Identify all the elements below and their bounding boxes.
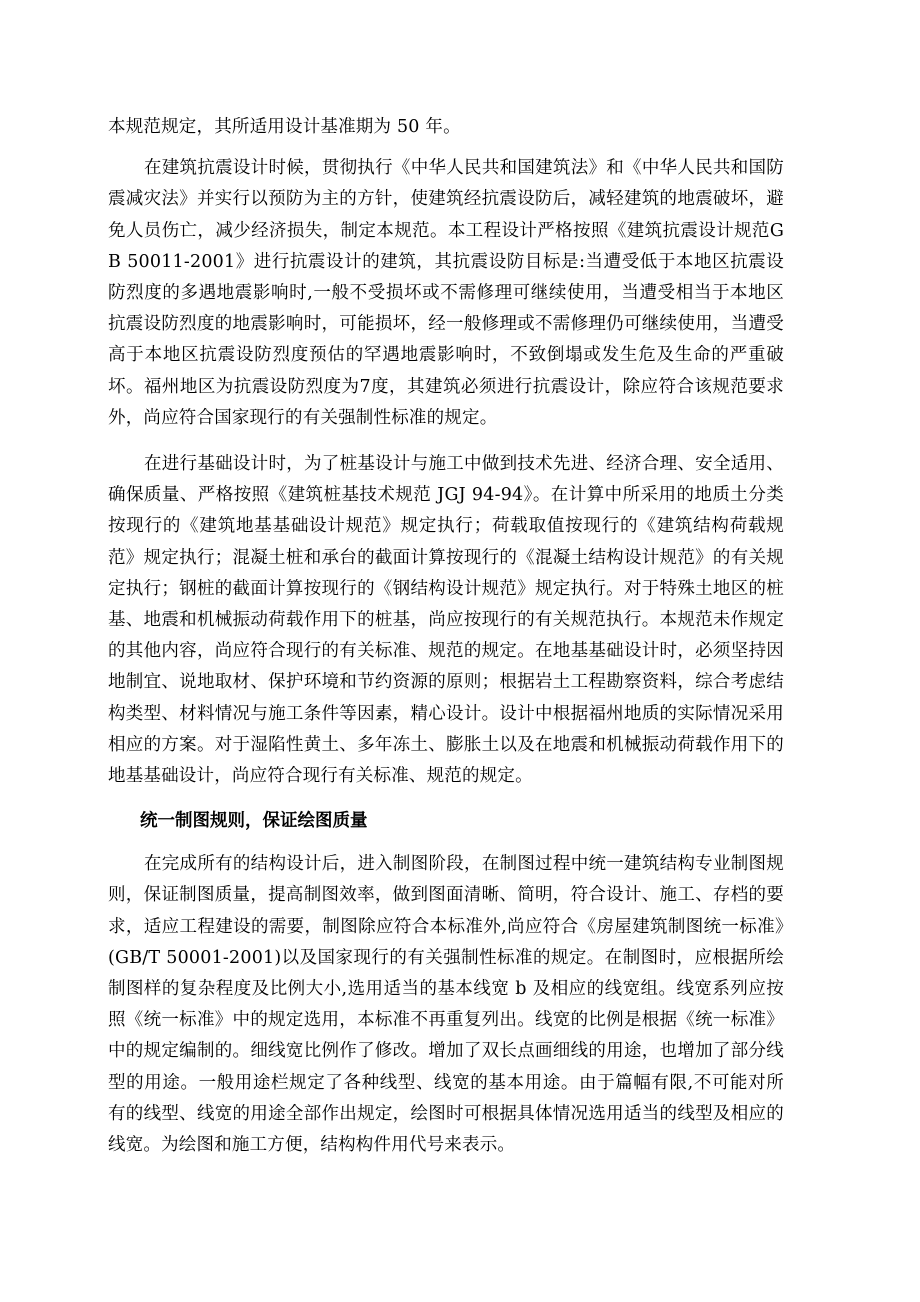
paragraph-foundation-design: 在进行基础设计时，为了桩基设计与施工中做到技术先进、经济合理、安全适用、确保质量、严格按照《建筑桩基技术规范 JGJ 94-94》。在计算中所采用的地质土分类按现行的《建筑地基基础设计规范》规定执行；荷载取值按现行的《建筑结构荷载规范》规定执行；混凝土桩和承台的截面计算按现行的《混凝土结构设计规范》的有关规定执行；钢桩的截面计算按现行的《钢结构设计规范》规定执行。对于特殊土地区的桩基、地震和机械振动荷载作用下的桩基，尚应按现行的有关规范执行。本规范未作规定的其他内容，尚应符合现行的有关标准、规范的规定。在地基基础设计时，必须坚持因地制宜、说地取材、保护环境和节约资源的原则；根据岩土工程勘察资料，综合考虑结构类型、材料情况与施工条件等因素，精心设计。设计中根据福州地质的实际情况采用相应的方案。对于湿陷性黄土、多年冻土、膨胀土以及在地震和机械振动荷载作用下的地基基础设计，尚应符合现行有关标准、规范的规定。: [108, 454, 784, 787]
paragraph-seismic-design: 在建筑抗震设计时候，贯彻执行《中华人民共和国建筑法》和《中华人民共和国防震减灾法》并实行以预防为主的方针，使建筑经抗震设防后，减轻建筑的地震破坏，避免人员伤亡，减少经济损失，制定本规范。本工程设计严格按照《建筑抗震设计规范GB 50011-2001》进行抗震设计的建筑，其抗震设防目标是:当遭受低于本地区抗震设防烈度的多遇地震影响时,一般不受损坏或不需修理可继续使用，当遭受相当于本地区抗震设防烈度的地震影响时，可能损坏，经一般修理或不需修理仍可继续使用，当遭受高于本地区抗震设防烈度预估的罕遇地震影响时，不致倒塌或发生危及生命的严重破坏。福州地区为抗震设防烈度为7度，其建筑必须进行抗震设计，除应符合该规范要求外，尚应符合国家现行的有关强制性标准的规定。: [108, 158, 784, 428]
document-page: [108, 112, 784, 1161]
paragraph-drawing-rules: 在完成所有的结构设计后，进入制图阶段，在制图过程中统一建筑结构专业制图规则，保证制图质量，提高制图效率，做到图面清晰、简明，符合设计、施工、存档的要求，适应工程建设的需要，制图除应符合本标准外,尚应符合《房屋建筑制图统一标准》(GB/T 50001-2001)以及国家现行的有关强制性标准的规定。在制图时，应根据所绘制图样的复杂程度及比例大小,选用适当的基本线宽 b 及相应的线宽组。线宽系列应按照《统一标准》中的规定选用，本标准不再重复列出。线宽的比例是根据《统一标准》中的规定编制的。细线宽比例作了修改。增加了双长点画细线的用途，也增加了部分线型的用途。一般用途栏规定了各种线型、线宽的基本用途。由于篇幅有限,不可能对所有的线型、线宽的用途全部作出规定，绘图时可根据具体情况选用适当的线型及相应的线宽。为绘图和施工方便，结构构件用代号来表示。: [108, 854, 784, 1156]
paragraph-design-period: 本规范规定，其所适用设计基准期为 50 年。: [108, 117, 461, 137]
section-heading: 统一制图规则，保证绘图质量: [140, 811, 368, 832]
